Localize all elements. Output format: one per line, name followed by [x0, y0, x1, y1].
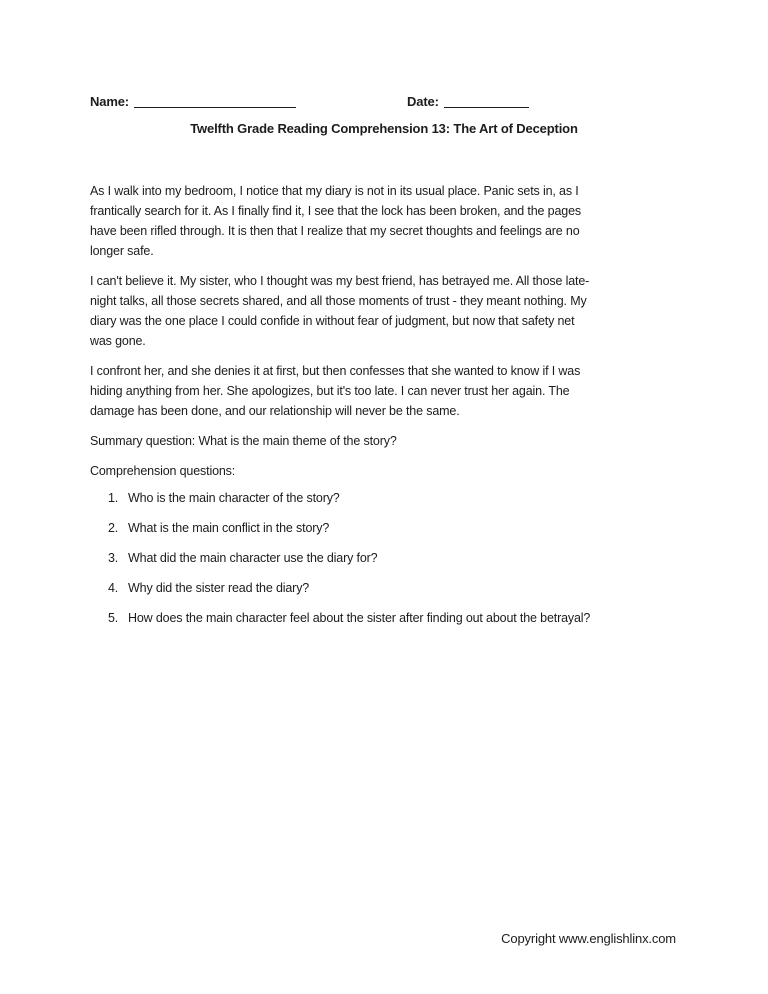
question-number: 3. [108, 551, 119, 565]
story-paragraph-3 [90, 361, 690, 421]
text-line: frantically search for it. As I finally find it, I see that the lock has been broken, and the pages [90, 204, 581, 218]
story-paragraph-1 [90, 181, 690, 261]
copyright-footer: Copyright www.englishlinx.com [501, 931, 676, 946]
question-item-2 [90, 518, 690, 538]
question-number: 1. [108, 491, 119, 505]
summary-question: Summary question: What is the main theme of the story? [90, 434, 397, 448]
date-blank-line [444, 94, 529, 108]
question-item-5 [90, 608, 690, 628]
text-line: hiding anything from her. She apologizes, but it's too late. I can never trust her again. The [90, 384, 570, 398]
text-line: damage has been done, and our relationship will never be the same. [90, 404, 460, 418]
date-label: Date: [407, 94, 439, 109]
question-text: Why did the sister read the diary? [128, 581, 310, 595]
text-line: longer safe. [90, 244, 154, 258]
comprehension-questions-heading: Comprehension questions: [90, 464, 236, 478]
text-line: have been rifled through. It is then that I realize that my secret thoughts and feelings are no [90, 224, 580, 238]
question-text: What did the main character use the diary for? [128, 551, 378, 565]
text-line: night talks, all those secrets shared, and all those moments of trust - they meant nothing. My [90, 294, 587, 308]
question-number: 5. [108, 611, 119, 625]
worksheet-body [90, 181, 690, 638]
text-line: I can't believe it. My sister, who I thought was my best friend, has betrayed me. All those late- [90, 274, 590, 288]
question-number: 4. [108, 581, 119, 595]
question-item-3 [90, 548, 690, 568]
question-text: How does the main character feel about the sister after finding out about the betrayal? [128, 611, 591, 625]
name-label: Name: [90, 94, 129, 109]
story-paragraph-2 [90, 271, 690, 351]
question-item-1 [90, 488, 690, 508]
question-text: What is the main conflict in the story? [128, 521, 330, 535]
text-line: diary was the one place I could confide in without fear of judgment, but now that safety net [90, 314, 575, 328]
text-line: As I walk into my bedroom, I notice that my diary is not in its usual place. Panic sets in, as I [90, 184, 579, 198]
text-line: was gone. [90, 334, 146, 348]
text-line: I confront her, and she denies it at first, but then confesses that she wanted to know if I was [90, 364, 581, 378]
question-text: Who is the main character of the story? [128, 491, 340, 505]
question-item-4 [90, 578, 690, 598]
worksheet-title: Twelfth Grade Reading Comprehension 13: The Art of Deception [190, 121, 578, 136]
question-number: 2. [108, 521, 119, 535]
header-row [90, 92, 690, 112]
name-blank-line [134, 94, 296, 108]
